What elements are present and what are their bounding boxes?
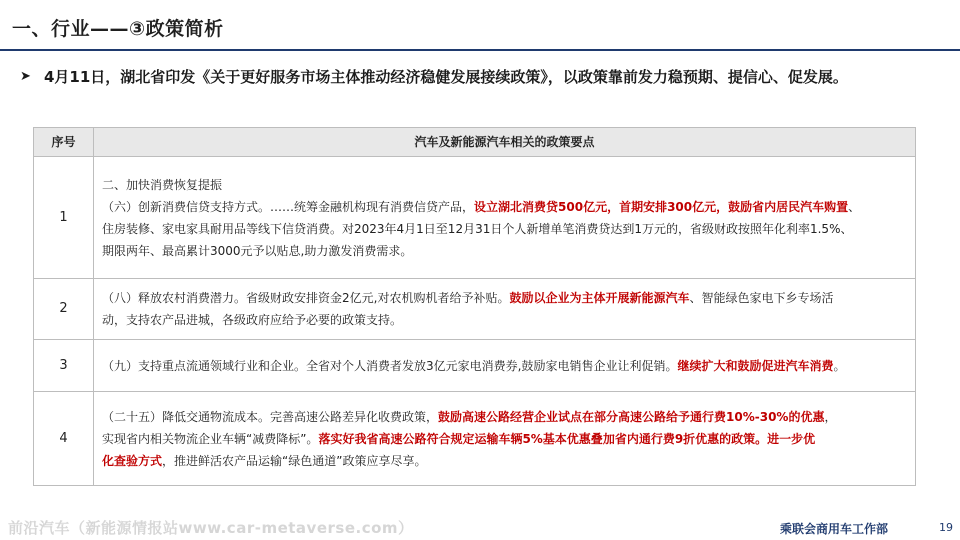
page-number: 19 <box>939 521 953 534</box>
body-text: 、 <box>848 199 861 214</box>
table-row <box>34 392 916 486</box>
row-number: 4 <box>34 392 94 486</box>
body-text: （六）创新消费信贷支持方式。……统筹金融机构现有消费信贷产品， <box>102 199 475 214</box>
slide-title: 一、行业——③政策简析 <box>12 18 224 40</box>
body-text: ，推进鲜活农产品运输“绿色通道”政策应享尽享。 <box>162 453 427 468</box>
highlighted-text: 落实好我省高速公路符合规定运输车辆5%基本优惠叠加省内通行费9折优惠的政策。进一步优 <box>318 431 816 446</box>
summary-bullet <box>20 65 945 89</box>
body-text: 。 <box>833 358 846 373</box>
highlighted-text: 化查验方式 <box>102 453 163 468</box>
row-number: 2 <box>34 279 94 340</box>
header-index: 序号 <box>34 128 94 157</box>
footer-organization: 乘联会商用车工作部 <box>780 522 889 536</box>
table-row <box>34 279 916 340</box>
content-line <box>102 218 911 240</box>
highlighted-text: 鼓励高速公路经营企业试点在部分高速公路给予通行费10%-30%的优惠 <box>438 409 825 424</box>
content-line <box>102 196 911 218</box>
summary-text: 4月11日，湖北省印发《关于更好服务市场主体推动经济稳健发展接续政策》，以政策靠前发力稳预期、提信心、促发展。 <box>44 68 848 86</box>
arrow-bullet-icon: ➤ <box>20 69 31 84</box>
content-line <box>102 287 911 309</box>
content-line <box>102 428 911 450</box>
table-row <box>34 340 916 392</box>
table-header-row <box>34 128 916 157</box>
highlighted-text: 设立湖北消费贷500亿元，首期安排300亿元，鼓励省内居民汽车购置 <box>474 199 849 214</box>
content-line <box>102 450 911 472</box>
policy-table <box>33 127 916 486</box>
body-text: 、智能绿色家电下乡专场活 <box>689 291 834 305</box>
content-line <box>102 406 911 428</box>
body-text: 动，支持农产品进城，各级政府应给予必要的政策支持。 <box>102 313 403 327</box>
watermark-text: 前沿汽车（新能源情报站www.car-metaverse.com） <box>8 519 414 537</box>
body-text: 实现省内相关物流企业车辆“减费降标”。 <box>102 431 319 446</box>
highlighted-text: 鼓励以企业为主体开展新能源汽车 <box>509 291 690 305</box>
title-divider <box>0 49 960 51</box>
body-text: 住房装修、家电家具耐用品等线下信贷消费。对2023年4月1日至12月31日个人新增单笔消费贷达到1万元的，省级财政按照年化利率1.5%、 <box>102 221 853 236</box>
row-number: 1 <box>34 157 94 279</box>
content-line <box>102 355 911 377</box>
row-content <box>94 157 916 279</box>
header-policy-points: 汽车及新能源汽车相关的政策要点 <box>94 128 916 157</box>
row-number: 3 <box>34 340 94 392</box>
table-row <box>34 157 916 279</box>
body-text: （九）支持重点流通领域行业和企业。全省对个人消费者发放3亿元家电消费券,鼓励家电销售企业让利促销。 <box>102 358 678 373</box>
body-text: （八）释放农村消费潜力。省级财政安排资金2亿元,对农机购机者给予补贴。 <box>102 291 510 305</box>
row-content <box>94 279 916 340</box>
body-text: （二十五）降低交通物流成本。完善高速公路差异化收费政策， <box>102 409 439 424</box>
content-line <box>102 240 911 262</box>
body-text: 期限两年、最高累计3000元予以贴息,助力激发消费需求。 <box>102 243 413 258</box>
row-content <box>94 392 916 486</box>
row-content <box>94 340 916 392</box>
highlighted-text: 继续扩大和鼓励促进汽车消费 <box>677 358 834 373</box>
content-line <box>102 309 911 331</box>
body-text: 二、加快消费恢复提振 <box>102 177 223 192</box>
body-text: ， <box>824 409 837 424</box>
content-line <box>102 174 911 196</box>
